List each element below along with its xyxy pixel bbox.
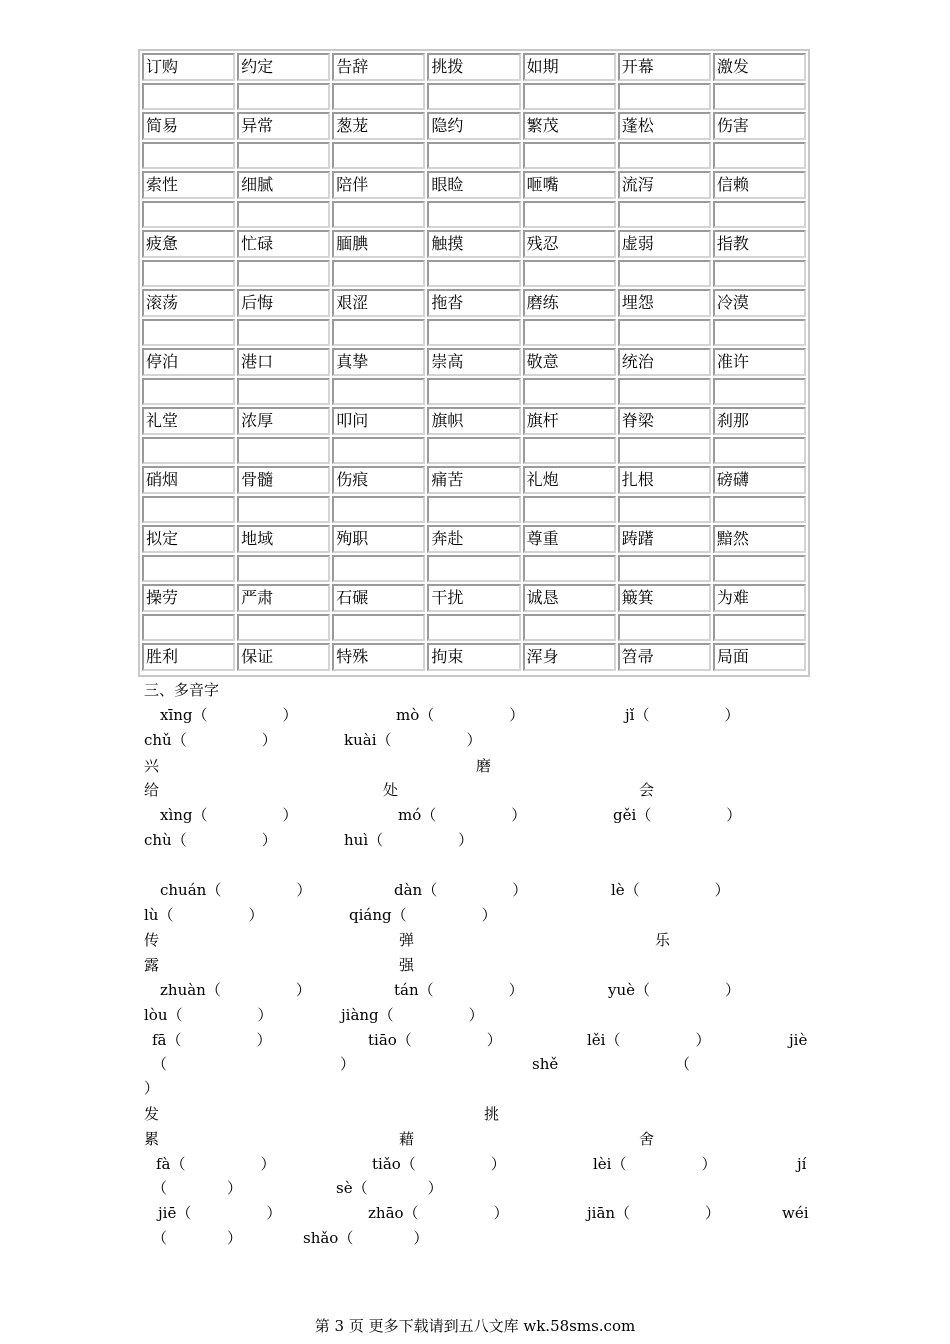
exercise-item: tiāo（ ） bbox=[368, 1031, 502, 1049]
answer-cell[interactable] bbox=[332, 142, 425, 169]
exercise-item: shǎo（ ） bbox=[303, 1229, 429, 1247]
word-cell: 特殊 bbox=[332, 643, 425, 671]
word-cell: 流泻 bbox=[618, 171, 711, 199]
exercise-item: ） bbox=[340, 1055, 356, 1073]
exercise-item: wéi bbox=[782, 1204, 809, 1222]
answer-cell[interactable] bbox=[142, 260, 235, 287]
word-cell: 信赖 bbox=[713, 171, 806, 199]
word-cell: 尊重 bbox=[523, 525, 616, 553]
answer-cell[interactable] bbox=[332, 555, 425, 582]
answer-cell[interactable] bbox=[618, 201, 711, 228]
word-cell: 殉职 bbox=[332, 525, 425, 553]
exercise-item: 累 bbox=[144, 1130, 160, 1148]
word-cell: 笤帚 bbox=[618, 643, 711, 671]
answer-cell[interactable] bbox=[713, 201, 806, 228]
answer-cell[interactable] bbox=[523, 142, 616, 169]
word-cell: 滚荡 bbox=[142, 289, 235, 317]
word-cell: 痛苦 bbox=[427, 466, 520, 494]
exercise-item: yuè（ ） bbox=[608, 981, 741, 999]
answer-cell[interactable] bbox=[142, 83, 235, 110]
exercise-item: kuài（ ） bbox=[344, 731, 482, 749]
word-cell: 细腻 bbox=[237, 171, 330, 199]
answer-cell[interactable] bbox=[142, 496, 235, 523]
exercise-item: lù（ ） bbox=[144, 906, 264, 924]
answer-cell[interactable] bbox=[427, 555, 520, 582]
answer-cell[interactable] bbox=[713, 614, 806, 641]
answer-cell[interactable] bbox=[523, 437, 616, 464]
answer-cell[interactable] bbox=[142, 142, 235, 169]
answer-cell[interactable] bbox=[332, 260, 425, 287]
exercise-item: xìng（ ） bbox=[160, 806, 298, 824]
word-cell: 敬意 bbox=[523, 348, 616, 376]
answer-row bbox=[142, 83, 806, 110]
answer-cell[interactable] bbox=[427, 496, 520, 523]
answer-cell[interactable] bbox=[523, 496, 616, 523]
answer-cell[interactable] bbox=[332, 496, 425, 523]
word-cell: 刹那 bbox=[713, 407, 806, 435]
answer-cell[interactable] bbox=[142, 614, 235, 641]
exercise-item: 传 bbox=[144, 931, 160, 949]
answer-row bbox=[142, 555, 806, 582]
word-row bbox=[142, 289, 806, 317]
answer-cell[interactable] bbox=[618, 437, 711, 464]
answer-cell[interactable] bbox=[523, 378, 616, 405]
word-cell: 伤痕 bbox=[332, 466, 425, 494]
exercise-item: tiǎo（ ） bbox=[372, 1155, 506, 1173]
answer-cell[interactable] bbox=[332, 201, 425, 228]
answer-cell[interactable] bbox=[332, 319, 425, 346]
word-cell: 旗杆 bbox=[523, 407, 616, 435]
exercise-item: 处 bbox=[383, 781, 399, 799]
word-row bbox=[142, 230, 806, 258]
exercise-item: zhuàn（ ） bbox=[160, 981, 311, 999]
word-cell: 真挚 bbox=[332, 348, 425, 376]
exercise-item: 磨 bbox=[476, 757, 492, 775]
exercise-item: 给 bbox=[144, 781, 160, 799]
exercise-item: jiē（ ） bbox=[158, 1204, 282, 1222]
answer-cell[interactable] bbox=[427, 378, 520, 405]
answer-cell[interactable] bbox=[237, 201, 330, 228]
word-cell: 浑身 bbox=[523, 643, 616, 671]
word-cell: 拖沓 bbox=[427, 289, 520, 317]
word-cell: 约定 bbox=[237, 53, 330, 81]
answer-cell[interactable] bbox=[237, 555, 330, 582]
answer-cell[interactable] bbox=[427, 83, 520, 110]
answer-cell[interactable] bbox=[142, 201, 235, 228]
exercise-item: huì（ ） bbox=[344, 831, 474, 849]
answer-cell[interactable] bbox=[618, 378, 711, 405]
word-cell: 为难 bbox=[713, 584, 806, 612]
word-cell: 激发 bbox=[713, 53, 806, 81]
answer-cell[interactable] bbox=[618, 319, 711, 346]
exercise-item: 藉 bbox=[399, 1130, 415, 1148]
answer-cell[interactable] bbox=[523, 614, 616, 641]
answer-cell[interactable] bbox=[713, 83, 806, 110]
exercise-item: 弹 bbox=[399, 931, 415, 949]
exercise-item: qiáng（ ） bbox=[349, 906, 497, 924]
exercise-item: 露 bbox=[144, 956, 160, 974]
answer-cell[interactable] bbox=[713, 260, 806, 287]
word-row bbox=[142, 584, 806, 612]
word-cell: 准许 bbox=[713, 348, 806, 376]
answer-cell[interactable] bbox=[713, 437, 806, 464]
answer-cell[interactable] bbox=[142, 378, 235, 405]
word-cell: 脊梁 bbox=[618, 407, 711, 435]
word-cell: 崇高 bbox=[427, 348, 520, 376]
exercise-item: 强 bbox=[399, 956, 415, 974]
word-cell: 黯然 bbox=[713, 525, 806, 553]
word-cell: 开幕 bbox=[618, 53, 711, 81]
exercise-item: jiān（ ） bbox=[587, 1204, 721, 1222]
word-cell: 咂嘴 bbox=[523, 171, 616, 199]
word-cell: 簸箕 bbox=[618, 584, 711, 612]
word-cell: 保证 bbox=[237, 643, 330, 671]
page-footer: 第 3 页 更多下载请到五八文库 wk.58sms.com bbox=[314, 1317, 636, 1335]
word-cell: 葱茏 bbox=[332, 112, 425, 140]
word-cell: 磅礴 bbox=[713, 466, 806, 494]
word-cell: 眼睑 bbox=[427, 171, 520, 199]
word-cell: 旗帜 bbox=[427, 407, 520, 435]
word-cell: 骨髓 bbox=[237, 466, 330, 494]
exercise-item: chǔ（ ） bbox=[144, 731, 277, 749]
word-cell: 石碾 bbox=[332, 584, 425, 612]
word-cell: 后悔 bbox=[237, 289, 330, 317]
exercise-item: 兴 bbox=[144, 757, 160, 775]
answer-cell[interactable] bbox=[332, 378, 425, 405]
word-cell: 虚弱 bbox=[618, 230, 711, 258]
word-cell: 严肃 bbox=[237, 584, 330, 612]
word-row bbox=[142, 407, 806, 435]
word-grid bbox=[140, 51, 808, 673]
word-cell: 硝烟 bbox=[142, 466, 235, 494]
answer-cell[interactable] bbox=[713, 496, 806, 523]
answer-cell[interactable] bbox=[523, 83, 616, 110]
exercise-item: lè（ ） bbox=[611, 881, 730, 899]
exercise-item: （ bbox=[675, 1055, 691, 1073]
word-cell: 港口 bbox=[237, 348, 330, 376]
answer-cell[interactable] bbox=[713, 378, 806, 405]
word-cell: 挑拨 bbox=[427, 53, 520, 81]
word-cell: 订购 bbox=[142, 53, 235, 81]
answer-cell[interactable] bbox=[332, 614, 425, 641]
exercise-item: 发 bbox=[144, 1105, 160, 1123]
answer-cell[interactable] bbox=[618, 614, 711, 641]
answer-cell[interactable] bbox=[713, 142, 806, 169]
exercise-item: 乐 bbox=[655, 931, 671, 949]
word-cell: 地域 bbox=[237, 525, 330, 553]
exercise-item: gěi（ ） bbox=[613, 806, 742, 824]
answer-cell[interactable] bbox=[523, 555, 616, 582]
exercise-item: xīng（ ） bbox=[160, 706, 298, 724]
answer-cell[interactable] bbox=[332, 437, 425, 464]
answer-cell[interactable] bbox=[427, 142, 520, 169]
word-cell: 停泊 bbox=[142, 348, 235, 376]
exercise-item: lěi（ ） bbox=[587, 1031, 711, 1049]
exercise-item: 舍 bbox=[639, 1130, 655, 1148]
word-cell: 艰涩 bbox=[332, 289, 425, 317]
exercise-item: ） bbox=[144, 1079, 160, 1097]
answer-cell[interactable] bbox=[523, 319, 616, 346]
word-row bbox=[142, 348, 806, 376]
answer-cell[interactable] bbox=[427, 319, 520, 346]
word-row bbox=[142, 466, 806, 494]
word-cell: 统治 bbox=[618, 348, 711, 376]
answer-row bbox=[142, 201, 806, 228]
word-row bbox=[142, 53, 806, 81]
word-table bbox=[138, 49, 810, 677]
word-cell: 浓厚 bbox=[237, 407, 330, 435]
exercise-item: （ bbox=[152, 1055, 168, 1073]
word-cell: 蓬松 bbox=[618, 112, 711, 140]
word-cell: 腼腆 bbox=[332, 230, 425, 258]
exercise-item: mó（ ） bbox=[398, 806, 527, 824]
word-cell: 指教 bbox=[713, 230, 806, 258]
exercise-item: 挑 bbox=[484, 1105, 500, 1123]
exercise-item: tán（ ） bbox=[394, 981, 524, 999]
word-row bbox=[142, 171, 806, 199]
word-cell: 奔赴 bbox=[427, 525, 520, 553]
answer-row bbox=[142, 614, 806, 641]
exercise-item: lèi（ ） bbox=[593, 1155, 717, 1173]
word-cell: 礼堂 bbox=[142, 407, 235, 435]
exercise-item: （ ） bbox=[152, 1179, 243, 1197]
answer-cell[interactable] bbox=[237, 437, 330, 464]
answer-cell[interactable] bbox=[237, 614, 330, 641]
answer-cell[interactable] bbox=[237, 260, 330, 287]
answer-cell[interactable] bbox=[237, 83, 330, 110]
answer-row bbox=[142, 496, 806, 523]
answer-cell[interactable] bbox=[713, 319, 806, 346]
answer-cell[interactable] bbox=[427, 260, 520, 287]
answer-cell[interactable] bbox=[618, 83, 711, 110]
word-cell: 埋怨 bbox=[618, 289, 711, 317]
answer-cell[interactable] bbox=[427, 437, 520, 464]
word-cell: 索性 bbox=[142, 171, 235, 199]
answer-cell[interactable] bbox=[332, 83, 425, 110]
answer-cell[interactable] bbox=[618, 260, 711, 287]
answer-row bbox=[142, 319, 806, 346]
word-cell: 干扰 bbox=[427, 584, 520, 612]
exercise-item: fà（ ） bbox=[156, 1155, 276, 1173]
answer-cell[interactable] bbox=[618, 142, 711, 169]
word-cell: 礼炮 bbox=[523, 466, 616, 494]
word-cell: 胜利 bbox=[142, 643, 235, 671]
word-cell: 磨练 bbox=[523, 289, 616, 317]
exercise-item: jí bbox=[797, 1155, 807, 1173]
word-cell: 简易 bbox=[142, 112, 235, 140]
word-cell: 残忍 bbox=[523, 230, 616, 258]
word-cell: 操劳 bbox=[142, 584, 235, 612]
word-cell: 伤害 bbox=[713, 112, 806, 140]
word-cell: 局面 bbox=[713, 643, 806, 671]
answer-cell[interactable] bbox=[142, 437, 235, 464]
word-cell: 拟定 bbox=[142, 525, 235, 553]
answer-cell[interactable] bbox=[142, 555, 235, 582]
exercise-item: fā（ ） bbox=[152, 1031, 272, 1049]
word-row bbox=[142, 112, 806, 140]
answer-cell[interactable] bbox=[142, 319, 235, 346]
word-cell: 告辞 bbox=[332, 53, 425, 81]
answer-cell[interactable] bbox=[523, 260, 616, 287]
answer-cell[interactable] bbox=[523, 201, 616, 228]
answer-cell[interactable] bbox=[237, 378, 330, 405]
exercise-item: 会 bbox=[639, 781, 655, 799]
answer-cell[interactable] bbox=[618, 496, 711, 523]
word-cell: 扎根 bbox=[618, 466, 711, 494]
word-row bbox=[142, 525, 806, 553]
exercise-item: sè（ ） bbox=[336, 1179, 443, 1197]
exercise-item: chuán（ ） bbox=[160, 881, 312, 899]
word-cell: 如期 bbox=[523, 53, 616, 81]
word-cell: 疲惫 bbox=[142, 230, 235, 258]
word-cell: 陪伴 bbox=[332, 171, 425, 199]
exercise-item: （ ） bbox=[152, 1229, 243, 1247]
word-cell: 叩问 bbox=[332, 407, 425, 435]
answer-cell[interactable] bbox=[427, 201, 520, 228]
answer-cell[interactable] bbox=[237, 496, 330, 523]
exercise-item: dàn（ ） bbox=[394, 881, 528, 899]
answer-cell[interactable] bbox=[713, 555, 806, 582]
word-cell: 隐约 bbox=[427, 112, 520, 140]
word-cell: 繁茂 bbox=[523, 112, 616, 140]
word-row bbox=[142, 643, 806, 671]
answer-cell[interactable] bbox=[237, 319, 330, 346]
answer-cell[interactable] bbox=[618, 555, 711, 582]
exercise-item: chù（ ） bbox=[144, 831, 277, 849]
answer-cell[interactable] bbox=[237, 142, 330, 169]
exercise-item: shě bbox=[532, 1055, 559, 1073]
exercise-item: mò（ ） bbox=[396, 706, 525, 724]
answer-row bbox=[142, 378, 806, 405]
answer-row bbox=[142, 437, 806, 464]
exercise-item: jiè bbox=[789, 1031, 808, 1049]
word-cell: 触摸 bbox=[427, 230, 520, 258]
exercise-item: zhāo（ ） bbox=[368, 1204, 509, 1222]
answer-row bbox=[142, 142, 806, 169]
answer-row bbox=[142, 260, 806, 287]
exercise-item: jǐ（ ） bbox=[625, 706, 740, 724]
word-cell: 异常 bbox=[237, 112, 330, 140]
exercise-item: lòu（ ） bbox=[144, 1006, 273, 1024]
word-cell: 冷漠 bbox=[713, 289, 806, 317]
word-cell: 诚恳 bbox=[523, 584, 616, 612]
word-cell: 拘束 bbox=[427, 643, 520, 671]
word-cell: 踌躇 bbox=[618, 525, 711, 553]
exercise-item: jiàng（ ） bbox=[341, 1006, 484, 1024]
section-title: 三、多音字 bbox=[144, 681, 220, 699]
answer-cell[interactable] bbox=[427, 614, 520, 641]
word-cell: 忙碌 bbox=[237, 230, 330, 258]
